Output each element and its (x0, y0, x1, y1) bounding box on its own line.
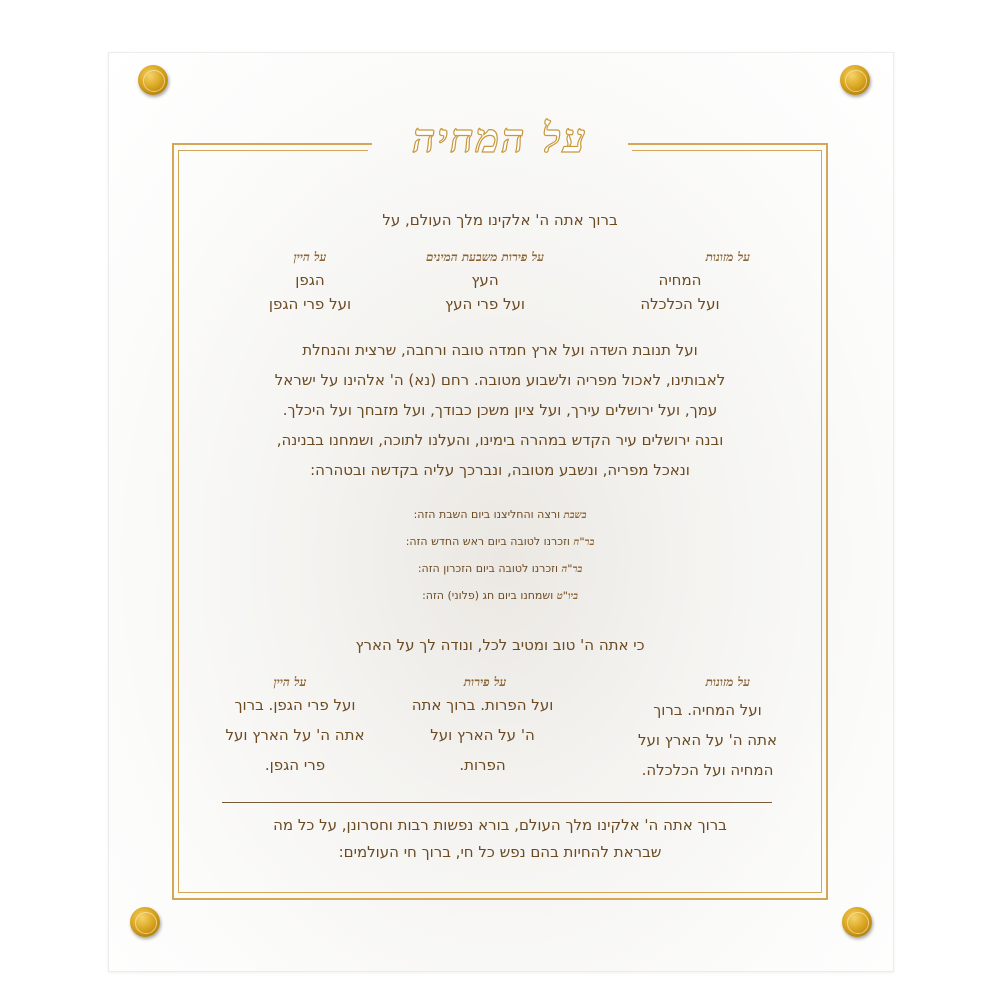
opening-line: ברוך אתה ה' אלקינו מלך העולם, על (382, 211, 618, 229)
closing-line: כי אתה ה' טוב ומטיב לכל, ונודה לך על הארץ (355, 636, 645, 654)
column-text: העץ ועל פרי העץ (444, 271, 525, 313)
special-day-line: בר"ח וזכרנו לטובה ביום ראש החדש הזה: (405, 535, 595, 548)
borei-nefashot: ברוך אתה ה' אלקינו מלך העולם, בורא נפשות רבות וחסרונן, על כל מה שבראת להחיות בהם נפש כל חי, ברוך חי העולמים: (273, 816, 727, 861)
special-day-line: ביו"ט ושמחנו ביום חג (פלוני) הזה: (422, 589, 578, 602)
column-heading: על היין (293, 250, 327, 264)
gold-standoff-top-left (138, 65, 168, 95)
column-text: המחיה ועל הכלכלה (640, 271, 720, 313)
column-heading: על פירות משבעת המינים (425, 250, 545, 264)
special-day-line: בר"ה וזכרנו לטובה ביום הזכרון הזה: (417, 562, 583, 575)
column-heading: על מזונות (705, 250, 750, 264)
column-text: ועל המחיה. ברוך אתה ה' על הארץ ועל המחיה ועל הכלכלה. (638, 701, 777, 779)
gold-standoff-bottom-right (842, 907, 872, 937)
gold-standoff-bottom-left (130, 907, 160, 937)
column-text: ועל פרי הגפן. ברוך אתה ה' על הארץ ועל פרי הגפן. (225, 696, 365, 774)
column-heading: על מזונות (705, 675, 750, 689)
special-day-line: בשבת ורצה והחליצנו ביום השבת הזה: (413, 508, 587, 521)
special-days (340, 508, 660, 616)
gold-standoff-top-right (840, 65, 870, 95)
plaque-title: על המחיה (412, 115, 588, 162)
column-text: הגפן ועל פרי הגפן (268, 271, 352, 313)
column-text: ועל הפרות. ברוך אתה ה' על הארץ ועל הפרות. (411, 696, 554, 774)
divider-line (222, 802, 772, 803)
main-paragraph: ועל תנובת השדה ועל ארץ חמדה טובה ורחבה, שרצית והנחלת לאבותינו, לאכול מפריה ולשבוע מטובה. רחם (נא) ה' אלהינו על ישראל עמך, ועל ירושלים עירך, ועל ציון משכן כבודך, ועל מזבחך ועל היכלך. ובנה ירושלים עיר הקדש במהרה בימינו, והעלנו לתוכה, ושמחנו בבנינה, ונאכל מפריה, ונשבע מטובה, ונברכך עליה בקדשה ובטהרה: (274, 341, 726, 479)
column-heading: על היין (273, 675, 307, 689)
column-heading: על פירות (463, 675, 507, 689)
